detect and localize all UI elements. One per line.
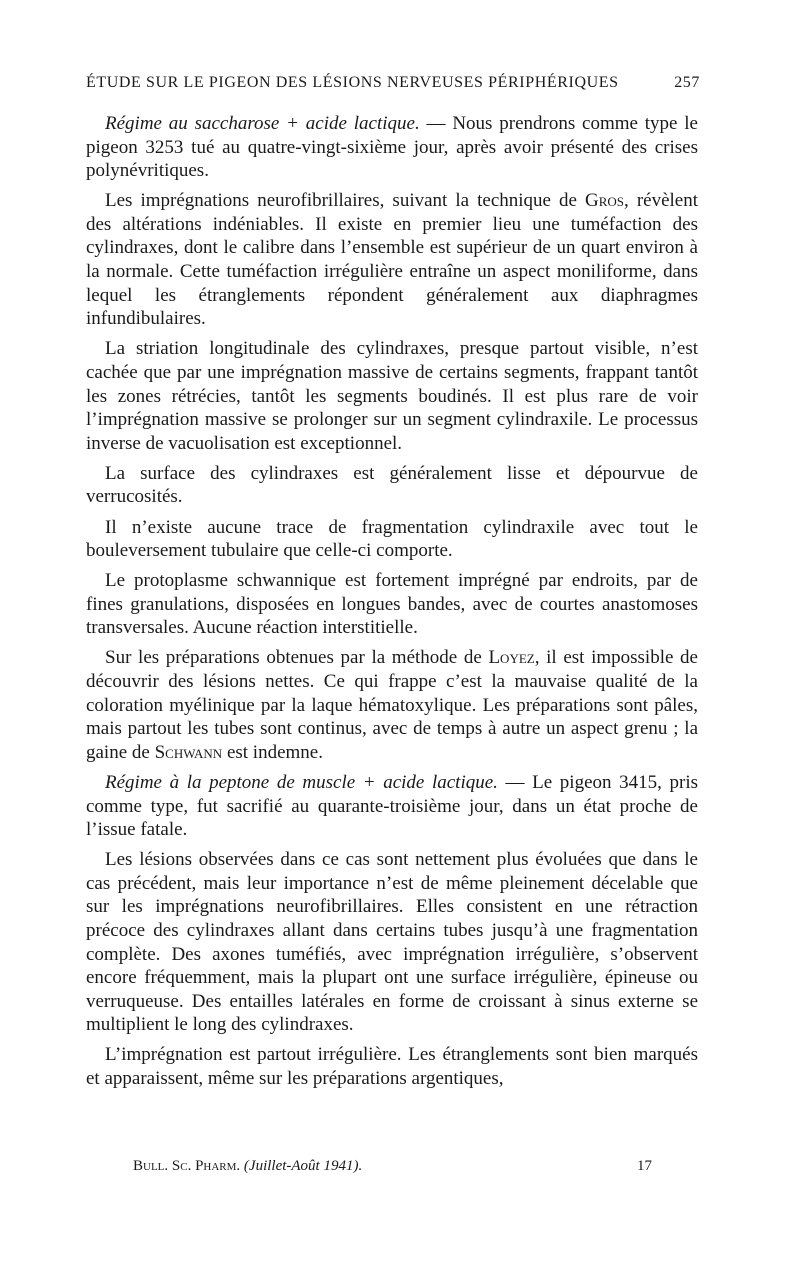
paragraph <box>86 189 698 331</box>
paragraph: La striation longitudinale des cylindraxes, presque partout visible, n’est cachée que par une imprégnation massive de certains segments, frappant tantôt les zones rétrécies, tantôt les segments boudinés. Il est plus rare de voir l’imprégnation massive se prolonger sur un segment cylindraxile. Le processus inverse de vacuolisation est exceptionnel. <box>86 338 698 454</box>
section-heading-italic: Régime au saccharose + acide lactique. <box>105 113 420 134</box>
paragraph: La surface des cylindraxes est généralement lisse et dépourvue de verrucosités. <box>86 462 698 508</box>
page-number: 257 <box>674 74 700 91</box>
paragraph-text: — Le pigeon 3415, pris comme type, fut sacrifié au quarante-troisième jour, dans un état proche de l’issue fatale. <box>86 771 698 841</box>
paragraph: Le protoplasme schwannique est fortement imprégné par endroits, par de fines granulations, disposées en longues bandes, avec de courtes anastomoses transversales. Aucune réaction interstitielle. <box>86 570 698 639</box>
body-text <box>86 112 698 1097</box>
paragraph <box>86 646 698 764</box>
running-head <box>86 74 700 92</box>
section-heading-italic: Régime à la peptone de muscle + acide lactique. <box>105 771 498 793</box>
sheet-number: 17 <box>637 1158 652 1174</box>
author-name: Gros <box>585 190 625 212</box>
paragraph-text: , révèlent des altérations indéniables. Il existe en premier lieu une tuméfaction des cylindraxes, dont le calibre dans l’ensemble est supérieur de un quart environ à la normale. Cette tuméfaction irrégulière entraîne un aspect moniliforme, dans lequel les étranglements répondent généralement aux diaphragmes infundibulaires. <box>86 190 698 330</box>
paragraph: L’imprégnation est partout irrégulière. Les étranglements sont bien marqués et apparaissent, même sur les préparations argentiques, <box>86 1044 698 1090</box>
running-title: ÉTUDE SUR LE PIGEON DES LÉSIONS NERVEUSES PÉRIPHÉRIQUES <box>86 74 619 91</box>
journal-citation <box>133 1158 362 1175</box>
paragraph-text: est indemne. <box>222 741 323 763</box>
paragraph <box>86 112 698 183</box>
paragraph <box>86 771 698 842</box>
author-name: Loyez <box>488 647 535 669</box>
paragraph-text: Les imprégnations neurofibrillaires, suivant la technique de <box>105 190 585 212</box>
footer <box>133 1158 652 1175</box>
paragraph-text: , il est impossible de découvrir des lésions nettes. Ce qui frappe c’est la mauvaise qualité de la coloration myélinique par la laque hématoxylique. Les préparations sont pâles, mais partout les tubes sont continus, avec de temps à autre un aspect grenu ; la gaine de <box>86 647 698 763</box>
paragraph: Les lésions observées dans ce cas sont nettement plus évoluées que dans le cas précédent, mais leur importance n’est de même pleinement décelable que sur les imprégnations neurofibrillaires. Elles consistent en une rétraction précoce des cylindraxes allant dans certains tubes jusqu’à une fragmentation complète. Des axones tuméfiés, avec imprégnation irrégulière, s’observent encore fréquemment, mais la plupart ont une surface irrégulière, épineuse ou verruqueuse. Des entailles latérales en forme de croissant à sinus externe se multiplient le long des cylindraxes. <box>86 849 698 1036</box>
author-name: Schwann <box>154 741 223 763</box>
journal-name: Bull. Sc. Pharm. <box>133 1158 241 1174</box>
paragraph-text: — Nous prendrons comme type le pigeon 3253 tué au quatre-vingt-sixième jour, après avoir présenté des crises polynévritiques. <box>86 113 698 182</box>
paragraph: Il n’existe aucune trace de fragmentation cylindraxile avec tout le bouleversement tubulaire que celle-ci comporte. <box>86 516 698 562</box>
journal-issue: (Juillet-Août 1941). <box>243 1158 363 1174</box>
paragraph-text: Sur les préparations obtenues par la méthode de <box>105 647 489 669</box>
